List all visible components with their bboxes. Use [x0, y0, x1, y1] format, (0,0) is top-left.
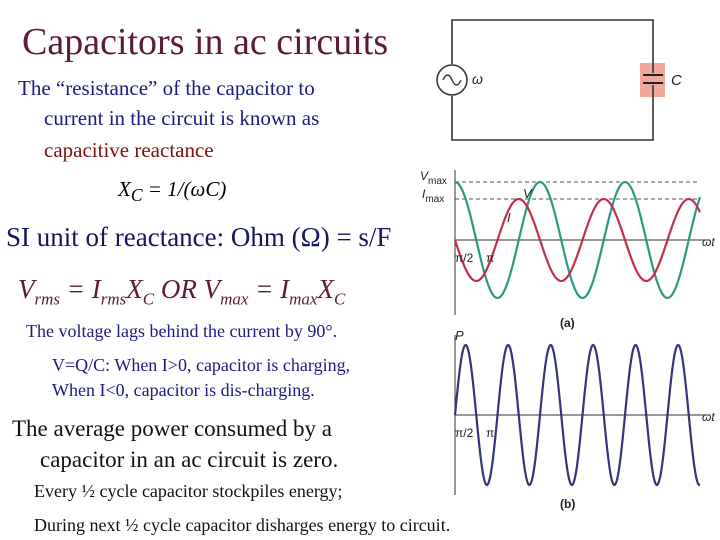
panel-a-pi-half: π/2 — [455, 251, 474, 265]
discharging-line: When I<0, capacitor is dis-charging. — [52, 380, 315, 400]
source-omega-label: ω — [472, 71, 483, 87]
panel-a-pi: π — [486, 251, 495, 265]
panel-b-omega-t: ωt — [702, 410, 715, 424]
current-curve-label: I — [507, 210, 511, 225]
half-cycle-line-2: During next ½ cycle capacitor disharges energy to circuit. — [34, 515, 451, 535]
xc-sub-2: C — [333, 289, 346, 309]
page-title: Capacitors in ac circuits — [22, 21, 389, 63]
imax-i: = I — [248, 274, 290, 304]
half-cycle-line-1: Every ½ cycle capacitor stockpiles energy; — [34, 481, 343, 501]
si-unit-line: SI unit of reactance: Ohm (Ω) = s/F — [6, 222, 392, 252]
formula-rhs: = 1/(ωC) — [142, 177, 227, 201]
panel-a-omega-t: ωt — [702, 235, 715, 249]
formula-x: X — [118, 177, 131, 201]
panel-b-pi-half: π/2 — [455, 426, 474, 440]
panel-a-graph — [420, 169, 715, 330]
vmax-label: $V_{max}$ — [420, 169, 447, 187]
xc-x-1: X — [126, 274, 143, 304]
xc-sub-1: C — [142, 289, 155, 309]
average-power-line-2: capacitor in an ac circuit is zero. — [40, 447, 339, 472]
average-power-line-1: The average power consumed by a — [12, 416, 332, 441]
formula-sub-c: C — [130, 185, 143, 206]
vmax-sub: max — [220, 289, 249, 309]
imax-sub: max — [289, 289, 318, 309]
intro-line-1: The “resistance” of the capacitor to — [18, 76, 315, 100]
vrms-v: V — [18, 274, 35, 304]
panel-b-pi: π — [486, 426, 495, 440]
imax-label: $I_{max}$ — [422, 187, 445, 205]
xc-x-2: X — [317, 274, 334, 304]
ohms-law-formula — [18, 274, 345, 309]
irms-sub: rms — [100, 289, 127, 309]
capacitor-ac-figure — [415, 0, 720, 540]
capacitive-reactance-term: capacitive reactance — [44, 138, 214, 162]
irms-i: = I — [60, 274, 101, 304]
panel-b-graph — [455, 328, 715, 511]
voltage-curve-label: V — [523, 186, 532, 201]
panel-b-label: (b) — [560, 497, 576, 511]
vrms-sub: rms — [34, 289, 61, 309]
vmax-or-v: OR V — [154, 274, 221, 304]
reactance-formula — [118, 177, 226, 206]
power-axis-label: P — [455, 328, 464, 343]
panel-a-label: (a) — [560, 316, 575, 330]
charging-line: V=Q/C: When I>0, capacitor is charging, — [52, 355, 351, 375]
intro-line-2: current in the circuit is known as — [44, 106, 320, 130]
lag-statement: The voltage lags behind the current by 90°. — [26, 321, 338, 341]
circuit-diagram — [437, 20, 682, 140]
capacitor-label: C — [671, 72, 682, 89]
